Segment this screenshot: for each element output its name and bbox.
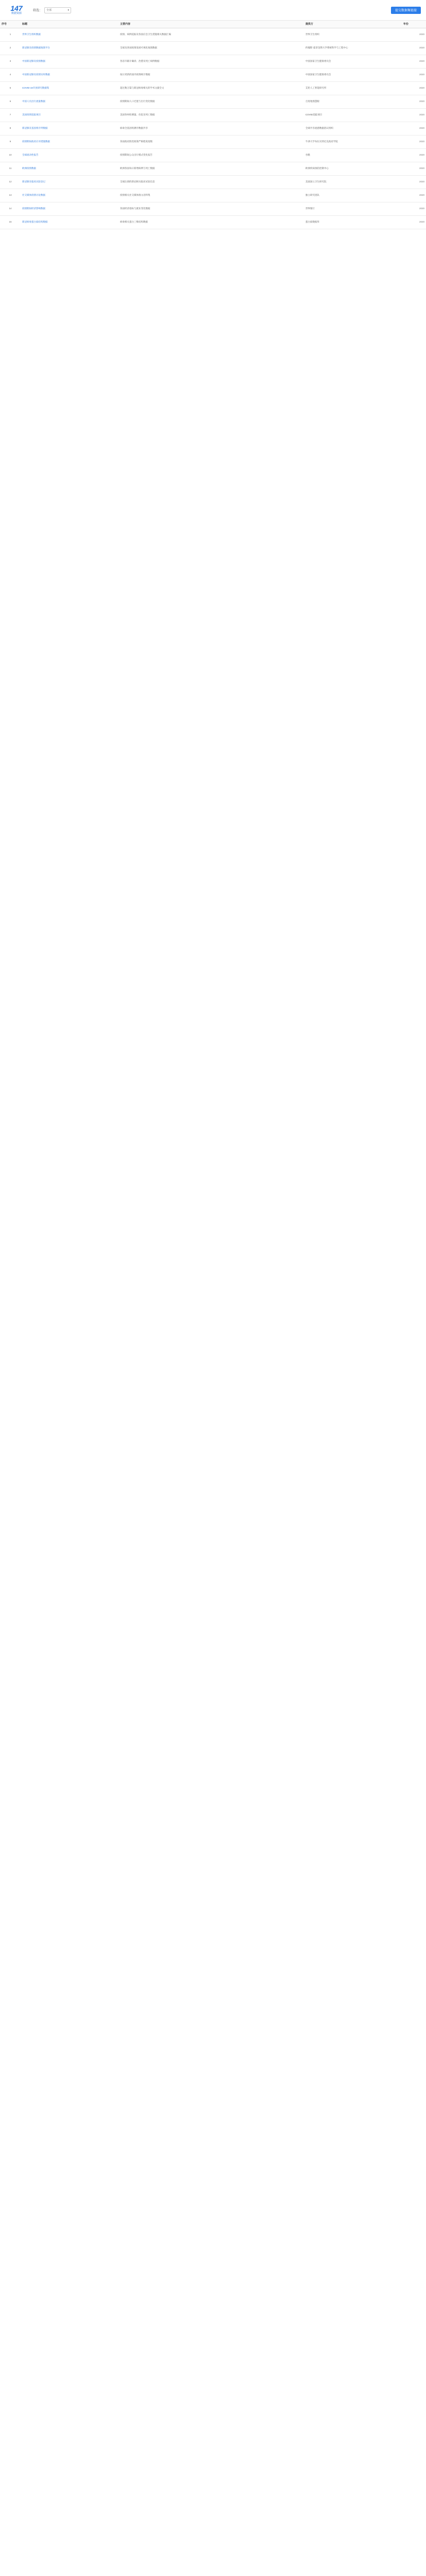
column-header: 年份: [402, 21, 426, 28]
dataset-description: 各国政府防控政策严格程度指数: [118, 135, 304, 148]
title-cell: [21, 81, 118, 95]
dataset-title-link[interactable]: 新冠病毒蛋白质结构数据: [22, 221, 48, 224]
dataset-title-link[interactable]: 中国新冠肺炎疫情实时数据: [22, 73, 50, 76]
table-row: [0, 55, 426, 68]
dataset-title-link[interactable]: 新冠肺炎基因组序列数据: [22, 127, 48, 130]
table-row: [0, 95, 426, 108]
dataset-provider: 独立研究团队: [304, 189, 402, 202]
dataset-year: 2020: [402, 215, 426, 229]
dataset-title-link[interactable]: 中国人员出行流量数据: [22, 100, 45, 103]
dataset-description: 超过数万篇与新冠病毒相关的学术文献全文: [118, 81, 304, 95]
row-number: 12: [0, 175, 21, 189]
dataset-description: 疫情相关社交媒体推文语料集: [118, 189, 304, 202]
table-row: [0, 108, 426, 122]
dataset-provider: 百度地图慧眼: [304, 95, 402, 108]
table-row: [0, 215, 426, 229]
dataset-provider: 艾伦人工智能研究所: [304, 81, 402, 95]
dataset-title-link[interactable]: 中国新冠肺炎疫情数据: [22, 60, 45, 63]
row-number: 4: [0, 68, 21, 81]
dataset-title-link[interactable]: 欧洲疫情数据: [22, 167, 36, 170]
dataset-description: 全球及各国疫情发展可视化地图数据: [118, 41, 304, 55]
title-cell: [21, 28, 118, 41]
dataset-year: 2020: [402, 81, 426, 95]
logo-number: 147: [10, 4, 23, 12]
dataset-title-link[interactable]: 全球流动性报告: [22, 154, 39, 157]
column-header: 序号: [0, 21, 21, 28]
submit-dataset-button[interactable]: 提交数据集链接: [391, 7, 421, 14]
title-cell: [21, 68, 118, 81]
dataset-provider: 牛津大学布拉瓦特尼克政府学院: [304, 135, 402, 148]
title-cell: [21, 135, 118, 148]
table-row: [0, 122, 426, 135]
dataset-year: 2020: [402, 122, 426, 135]
title-cell: [21, 162, 118, 175]
dataset-provider: 约翰斯·霍普金斯大学系统科学与工程中心: [304, 41, 402, 55]
logo-caption: 数据资源: [11, 12, 22, 15]
dataset-description: 各国经济指标与就业变化数据: [118, 202, 304, 215]
row-number: 14: [0, 202, 21, 215]
row-number: 8: [0, 122, 21, 135]
dataset-description: 美国各州检测量、住院及死亡数据: [118, 108, 304, 122]
dataset-provider: 欧洲疾病预防控制中心: [304, 162, 402, 175]
title-cell: [21, 202, 118, 215]
dataset-year: 2020: [402, 108, 426, 122]
row-number: 7: [0, 108, 21, 122]
filter-value: 全部: [46, 9, 52, 12]
title-cell: [21, 108, 118, 122]
chevron-down-icon: ▾: [67, 8, 70, 12]
dataset-provider: 蛋白质数据库: [304, 215, 402, 229]
table-body: [0, 28, 426, 229]
dataset-description: 欧洲各国每日新增病例与死亡数据: [118, 162, 304, 175]
filter-select[interactable]: [44, 7, 71, 13]
filter-label: 筛选：: [33, 9, 43, 12]
dataset-title-link[interactable]: 美国疫情追踪项目: [22, 113, 41, 116]
title-cell: [21, 215, 118, 229]
dataset-provider: COVID追踪项目: [304, 108, 402, 122]
dataset-provider: 谷歌: [304, 148, 402, 162]
dataset-provider: 世界银行: [304, 202, 402, 215]
dataset-year: 2020: [402, 95, 426, 108]
title-cell: [21, 122, 118, 135]
dataset-description: 疫情期间公众出行模式变化报告: [118, 148, 304, 162]
row-number: 10: [0, 148, 21, 162]
dataset-title-link[interactable]: 新冠肺炎临床试验登记: [22, 180, 45, 183]
table-row: [0, 202, 426, 215]
row-number: 3: [0, 55, 21, 68]
column-header: 提供方: [304, 21, 402, 28]
dataset-provider: 世界卫生组织: [304, 28, 402, 41]
dataset-year: 2020: [402, 202, 426, 215]
row-number: 5: [0, 81, 21, 95]
dataset-year: 2020: [402, 55, 426, 68]
dataset-description: 各省市累计确诊、治愈及死亡病例数据: [118, 55, 304, 68]
row-number: 9: [0, 135, 21, 148]
dataset-title-link[interactable]: 新冠肺炎疫情数据地图平台: [22, 46, 50, 49]
table-row: [0, 41, 426, 55]
title-cell: [21, 95, 118, 108]
title-cell: [21, 148, 118, 162]
app-header: [0, 0, 426, 21]
column-header: 标题: [21, 21, 118, 28]
row-number: 2: [0, 41, 21, 55]
table-row: [0, 189, 426, 202]
dataset-table: [0, 21, 426, 229]
dataset-year: 2020: [402, 41, 426, 55]
dataset-title-link[interactable]: 疫情期间经济影响数据: [22, 207, 45, 210]
dataset-title-link[interactable]: 疫情期间政府应对措施数据: [22, 140, 50, 143]
dataset-description: 全球注册的新冠相关临床试验信息: [118, 175, 304, 189]
row-number: 1: [0, 28, 21, 41]
dataset-description: 病毒相关蛋白三维结构数据: [118, 215, 304, 229]
dataset-year: 2020: [402, 28, 426, 41]
table-row: [0, 28, 426, 41]
dataset-year: 2020: [402, 162, 426, 175]
title-cell: [21, 55, 118, 68]
dataset-year: 2020: [402, 68, 426, 81]
column-header: 主要内容: [118, 21, 304, 28]
dataset-provider: 美国国立卫生研究院: [304, 175, 402, 189]
title-cell: [21, 41, 118, 55]
row-number: 11: [0, 162, 21, 175]
dataset-title-link[interactable]: COVID-19开放研究数据集: [22, 87, 49, 90]
dataset-year: 2020: [402, 148, 426, 162]
dataset-description: 疫情、病例追踪及各国应急卫生措施相关数据汇编: [118, 28, 304, 41]
table-row: [0, 81, 426, 95]
dataset-title-link[interactable]: 社交媒体疫情讨论数据: [22, 194, 45, 197]
table-row: [0, 148, 426, 162]
site-logo[interactable]: [5, 5, 28, 15]
dataset-title-link[interactable]: 世界卫生组织数据: [22, 33, 41, 36]
dataset-year: 2020: [402, 175, 426, 189]
dataset-description: 按日更新的国内疫情统计数据: [118, 68, 304, 81]
dataset-provider: 全球共享流感数据倡议组织: [304, 122, 402, 135]
dataset-year: 2020: [402, 189, 426, 202]
table-row: [0, 175, 426, 189]
dataset-description: 病毒全基因组测序数据共享: [118, 122, 304, 135]
table-row: [0, 135, 426, 148]
dataset-description: 疫情期间人口迁徙与出行变化数据: [118, 95, 304, 108]
title-cell: [21, 175, 118, 189]
title-cell: [21, 189, 118, 202]
dataset-provider: 中国国家卫生健康委员会: [304, 68, 402, 81]
row-number: 15: [0, 215, 21, 229]
table-row: [0, 68, 426, 81]
dataset-provider: 中国国家卫生健康委员会: [304, 55, 402, 68]
row-number: 6: [0, 95, 21, 108]
row-number: 13: [0, 189, 21, 202]
table-row: [0, 162, 426, 175]
dataset-year: 2020: [402, 135, 426, 148]
table-header-row: [0, 21, 426, 28]
